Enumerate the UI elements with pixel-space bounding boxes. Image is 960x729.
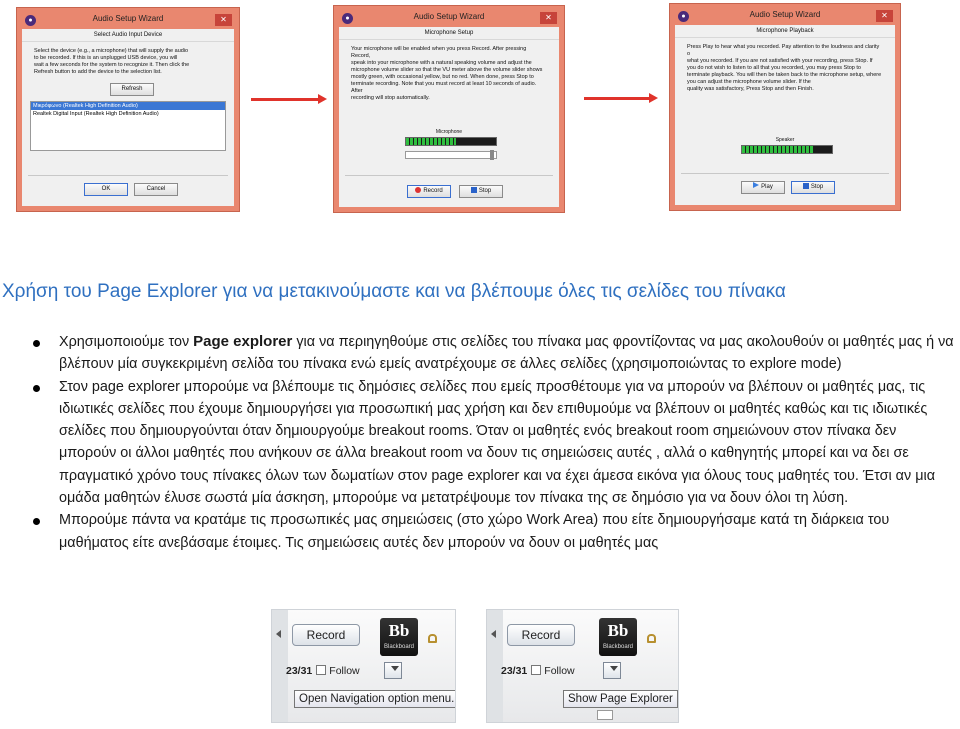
wizard-title-bar xyxy=(675,9,895,25)
wizard-window-select-device xyxy=(17,8,239,211)
record-icon xyxy=(415,187,421,193)
close-icon[interactable]: ✕ xyxy=(540,12,557,24)
vu-meter-fill xyxy=(406,138,456,145)
stop-button[interactable]: Stop xyxy=(459,185,503,198)
scroll-nav-icon[interactable] xyxy=(597,710,613,720)
page-explorer-button[interactable] xyxy=(603,662,621,679)
ok-button[interactable]: OK xyxy=(84,183,128,196)
wizard-instructions: Press Play to hear what you recorded. Pay attention to the loudness and clarity o what you recorded. If you are not satisfied with your recording, press Stop. If you do not wish to listen to all that you recorded, you may press Stop to terminate playback. You will then be taken back to the microphone setup, where you can adjust the microphone volume slider. If the quality was satisfactory, Press Stop and then Finish. xyxy=(687,44,882,92)
app-logo-icon: ● xyxy=(678,11,689,22)
blackboard-logo: Bb Blackboard xyxy=(599,618,637,656)
play-button[interactable]: Play xyxy=(741,181,785,194)
follow-toggle[interactable]: 23/31 Follow xyxy=(501,665,575,677)
wizard-instructions: Select the device (e.g., a microphone) that will supply the audio to be recorded. If this is an unplugged USB device, you will wait a few seconds for the system to recognize it. Then click the Refresh button to add the device to the selection list. xyxy=(34,48,190,75)
cancel-button[interactable]: Cancel xyxy=(134,183,178,196)
list-item: Στον page explorer μπορούμε να βλέπουμε τις δημόσιες σελίδες που εμείς προσθέτουμε για να μπορούν να βλέπουν οι μαθητές μας, τις ιδιωτικές σελίδες που έχουμε δημιουργήσει για προσωπική μας χρήση και δεν επιθυμούμε να βλέπουν οι μαθητές καθώς και τις ιδιωτικές σελίδες που δημιουργούνται όταν δημιουργούμε breakout rooms. Όταν οι μαθητές ενός breakout room σημειώνουν στον πίνακα δεν μπορούν οι άλλοι μαθητές που ανήκουν σε άλλα breakout room να δουν τις σημειώσεις αυτές , αλλά ο καθηγητής μπορεί και να δει σε πραγματικό χρόνο τους πίνακες όλων των δωματίων στον page explorer και να έχει άμεσα εικόνα για όλους τους μαθητές του. Έτσι αν μια ομάδα μαθητών έλυσε σωστά μία άσκηση, μπορούμε να μετατρέψουμε τον πίνακα της σε δημόσιο για να δουν όλοι τη λύση. xyxy=(0,376,960,510)
list-item[interactable]: Realtek Digital Input (Realtek High Definition Audio) xyxy=(33,111,159,117)
speaker-vu-meter xyxy=(741,145,833,154)
slider-handle[interactable] xyxy=(490,150,494,160)
bullet-list xyxy=(0,331,960,554)
wizard-title-bar xyxy=(22,13,234,29)
record-button[interactable]: Record xyxy=(507,624,575,646)
tooltip: Show Page Explorer xyxy=(563,690,678,708)
screenshot-show-page-explorer xyxy=(486,609,679,723)
wizard-title: Audio Setup Wizard xyxy=(749,10,821,19)
microphone-vu-meter xyxy=(405,137,497,146)
arrow-icon xyxy=(251,98,319,101)
device-list[interactable] xyxy=(30,101,226,151)
follow-checkbox[interactable] xyxy=(531,665,541,675)
vu-meter-fill xyxy=(742,146,814,153)
list-item: Χρησιμοποιούμε τον Page explorer για να περιηγηθούμε στις σελίδες του πίνακα μας φροντίζοντας να μας ακολουθούν οι μαθητές μας ή να βλέπουν μία συγκεκριμένη σελίδα του πίνακα ενώ εμείς ανατρέχουμε σε άλλες σελίδες (χρησιμοποιώντας το explore mode) xyxy=(0,331,960,376)
wizard-instructions: Your microphone will be enabled when you press Record. After pressing Record, speak into your microphone with a natural speaking volume and adjust the microphone volume slider so that the VU meter above the volume slider shows mostly green, with occasional yellow, but no red. When done, press Stop to terminate recording. Note that you must record at least 10 seconds of audio. After recording will stop automatically. xyxy=(351,46,543,101)
app-logo-icon: ● xyxy=(342,13,353,24)
stop-button[interactable]: Stop xyxy=(791,181,835,194)
emphasis-text: Page explorer xyxy=(193,333,293,350)
divider xyxy=(345,175,553,176)
list-item[interactable]: Μικρόφωνο (Realtek High Definition Audio) xyxy=(31,102,225,110)
tooltip: Open Navigation option menu. xyxy=(294,690,456,708)
page-counter: 23/31 xyxy=(501,665,528,677)
wizard-subtitle: Microphone Playback xyxy=(675,25,895,38)
stop-icon xyxy=(803,183,809,189)
follow-checkbox[interactable] xyxy=(316,665,326,675)
speaker-label: Speaker xyxy=(775,137,795,143)
stop-icon xyxy=(471,187,477,193)
wizard-subtitle: Select Audio Input Device xyxy=(22,29,234,42)
wizard-subtitle: Microphone Setup xyxy=(339,27,559,40)
blackboard-logo: Bb Blackboard xyxy=(380,618,418,656)
microphone-label: Microphone xyxy=(435,129,463,135)
microphone-volume-slider[interactable] xyxy=(405,151,497,159)
record-button[interactable]: Record xyxy=(407,185,451,198)
arrow-left-icon[interactable] xyxy=(491,630,496,638)
divider xyxy=(28,175,228,176)
close-icon[interactable]: ✕ xyxy=(876,10,893,22)
lock-icon xyxy=(428,634,437,643)
wizard-title: Audio Setup Wizard xyxy=(92,14,164,23)
close-icon[interactable]: ✕ xyxy=(215,14,232,26)
app-logo-icon: ● xyxy=(25,15,36,26)
screenshot-open-navigation-menu xyxy=(271,609,456,723)
page-counter: 23/31 xyxy=(286,665,313,677)
wizard-title: Audio Setup Wizard xyxy=(413,12,485,21)
section-heading: Χρήση του Page Explorer για να μετακινούμαστε και να βλέπουμε όλες τις σελίδες του πίνακα xyxy=(2,281,786,302)
record-button[interactable]: Record xyxy=(292,624,360,646)
divider xyxy=(681,173,889,174)
play-icon xyxy=(753,182,759,188)
arrow-icon xyxy=(584,97,650,100)
follow-toggle[interactable]: 23/31 Follow xyxy=(286,665,360,677)
wizard-title-bar xyxy=(339,11,559,27)
arrow-left-icon[interactable] xyxy=(276,630,281,638)
wizard-window-microphone-setup xyxy=(334,6,564,212)
wizard-window-microphone-playback xyxy=(670,4,900,210)
list-item: Μπορούμε πάντα να κρατάμε τις προσωπικές μας σημειώσεις (στο χώρο Work Area) που είτε δημιουργήσαμε κατά τη διάρκεια του μαθήματος είτε ανεβάσαμε έτοιμες. Τις σημειώσεις αυτές δεν μπορούν να δουν οι μαθητές μας xyxy=(0,509,960,554)
navigation-menu-button[interactable] xyxy=(384,662,402,679)
refresh-button[interactable]: Refresh xyxy=(110,83,154,96)
lock-icon xyxy=(647,634,656,643)
